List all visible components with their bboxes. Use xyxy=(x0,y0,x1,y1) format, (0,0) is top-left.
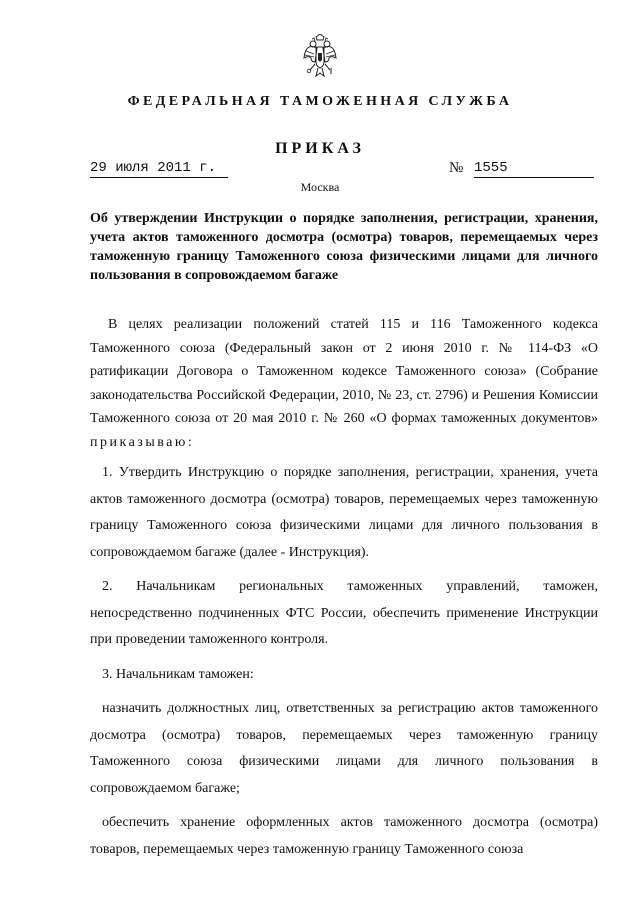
number-sign: № xyxy=(449,160,464,176)
coat-of-arms-emblem xyxy=(303,34,337,78)
clause-1: 1. Утвердить Инструкцию о порядке заполнения, регистрации, хранения, учета актов таможенного досмотра (осмотра) товаров, перемещаемых через таможенную границу Таможенного союза физическими лицами для личного пользования в сопровождаемом багаже (далее - Инструкция). xyxy=(90,465,598,560)
order-date: 29 июля 2011 г. xyxy=(90,160,228,178)
order-subject-title: Об утверждении Инструкции о порядке заполнения, регистрации, хранения, учета актов таможенного досмотра (осмотра) товаров, перемещаемых через таможенную границу Таможенного союза физическими лицами для личного пользования в сопровождаемом багаже xyxy=(90,211,598,283)
clause-2: 2. Начальникам региональных таможенных управлений, таможен, непосредственно подчиненных ФТС России, обеспечить применение Инструкции при проведении таможенного контроля. xyxy=(90,579,598,647)
clause-3-sub-a: назначить должностных лиц, ответственных за регистрацию актов таможенного досмотра (осмотра) товаров, перемещаемых через таможенную границу Таможенного союза физическими лицами для личного пользования в сопровождаемом багаже; xyxy=(90,701,598,796)
order-number: 1555 xyxy=(474,160,594,178)
order-body xyxy=(90,313,598,863)
issue-city: Москва xyxy=(300,180,340,194)
clause-3-sub-b: обеспечить хранение оформленных актов таможенного досмотра (осмотра) товаров, перемещаемых через таможенную границу Таможенного союза xyxy=(90,815,598,857)
document-type: ПРИКАЗ xyxy=(275,140,365,157)
preamble-text: В целях реализации положений статей 115 и 116 Таможенного кодекса Таможенного союза (Федеральный закон от 2 июня 2010 г. № 114-ФЗ «О ратификации Договора о Таможенном кодексе Таможенного союза» (Собрание законодательства Российской Федерации, 2010, № 23, ст. 2796) и Решения Комиссии Таможенного союза от 20 мая 2010 г. № 260 «О формах таможенных документов» xyxy=(90,317,598,426)
clause-3: 3. Начальникам таможен: xyxy=(102,666,254,682)
double-headed-eagle-icon xyxy=(303,34,337,78)
preamble-paragraph xyxy=(90,313,598,454)
agency-name: ФЕДЕРАЛЬНАЯ ТАМОЖЕННАЯ СЛУЖБА xyxy=(127,94,513,109)
command-word: приказываю: xyxy=(90,434,195,450)
